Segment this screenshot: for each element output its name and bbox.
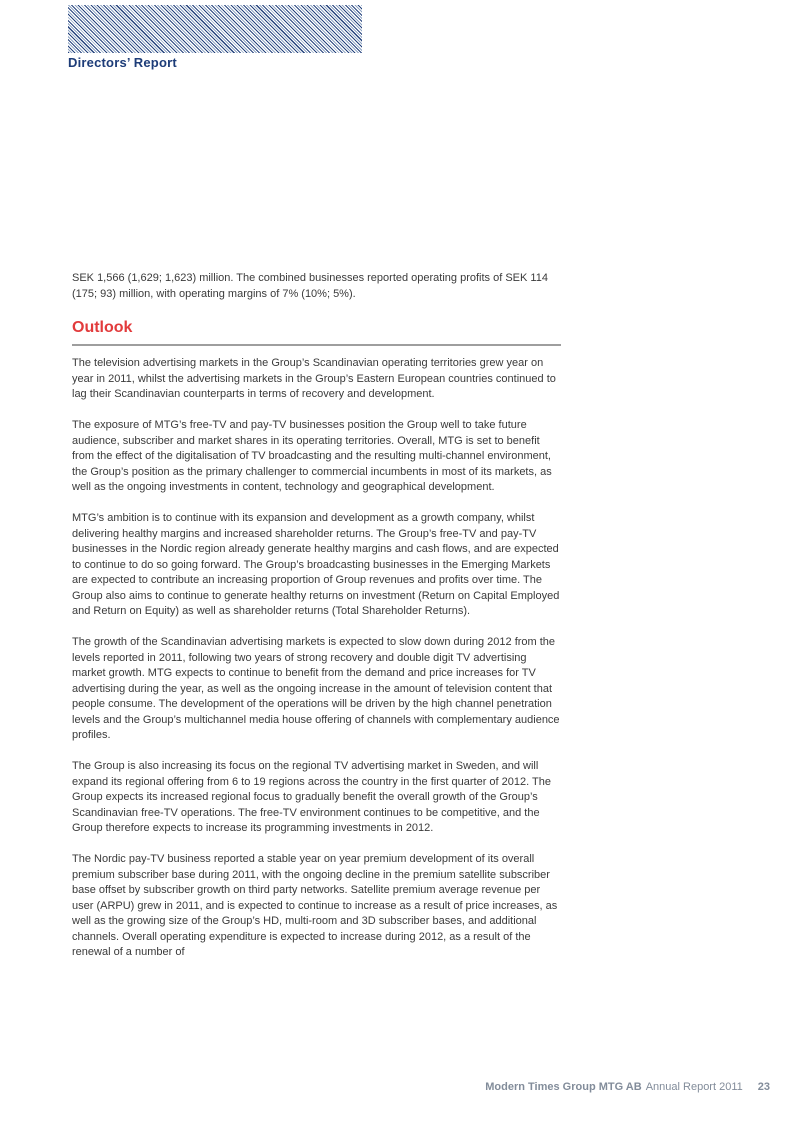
intro-paragraph: SEK 1,566 (1,629; 1,623) million. The combined businesses reported operating profits of SEK 114 (175; 93) million, with operating margins of 7% (10%; 5%). — [72, 272, 548, 300]
footer-report-title: Annual Report 2011 — [645, 1081, 743, 1093]
section-divider — [72, 344, 561, 346]
body-paragraph: The Group is also increasing its focus on the regional TV advertising market in Sweden, and will expand its regional offering from 6 to 19 regions across the country in the first quarter of 2012. The Group expects its increased regional focus to gradually benefit the overall growth of the Group’s Scandinavian free-TV operations. The free-TV environment continues to be competitive, and the Group therefore expects to increase its programming investments in 2012. — [72, 760, 551, 834]
section-label: Directors’ Report — [68, 55, 177, 70]
diagonal-hatch-banner — [68, 5, 362, 53]
outlook-heading: Outlook — [72, 319, 133, 336]
footer-page-number: 23 — [757, 1081, 770, 1093]
body-paragraph: MTG’s ambition is to continue with its expansion and development as a growth company, whilst delivering healthy margins and increased shareholder returns. The Group’s free-TV and pay-TV businesses in the Nordic region already generate healthy margins and cash flows, and are expected to continue to do so going forward. The Group’s broadcasting businesses in the Emerging Markets are expected to contribute an increasing proportion of Group revenues and profits over time. The Group also aims to continue to generate healthy returns on investment (Return on Capital Employed and Return on Equity) as well as shareholder returns (Total Shareholder Returns). — [72, 512, 560, 617]
body-paragraph: The television advertising markets in the Group’s Scandinavian operating territories grew year on year in 2011, whilst the advertising markets in the Group’s Eastern European countries continued to lag their Scandinavian counterparts in terms of recovery and development. — [72, 357, 556, 400]
body-paragraph: The Nordic pay-TV business reported a stable year on year premium development of its overall premium subscriber base during 2011, with the ongoing decline in the premium satellite subscriber base offset by subscriber growth on third party networks. Satellite premium average revenue per user (ARPU) grew in 2011, and is expected to continue to increase as a result of price increases, as well as the growing size of the Group’s HD, multi-room and 3D subscriber bases, and additional channels. Overall operating expenditure is expected to increase during 2012, as a result of the renewal of a number of — [72, 853, 558, 958]
main-text-column — [72, 271, 561, 961]
body-paragraph: The exposure of MTG’s free-TV and pay-TV businesses position the Group well to take future audience, subscriber and market shares in its operating territories. Overall, MTG is set to benefit from the effect of the digitalisation of TV broadcasting and the resulting multi-channel environment, the Group’s position as the primary challenger to commercial incumbents in most of its markets, as well as the ongoing investments in content, technology and geographical development. — [72, 419, 552, 493]
body-paragraph: The growth of the Scandinavian advertising markets is expected to slow down during 2012 from the levels reported in 2011, following two years of strong recovery and double digit TV advertising market growth. MTG expects to continue to benefit from the demand and price increases for TV advertising during the year, as well as the ongoing increase in the amount of television content that people consume. The development of the operations will be driven by the high channel penetration levels and the Group’s multichannel media house offering of channels with complementary audience profiles. — [72, 636, 560, 741]
footer-company-name: Modern Times Group MTG AB — [485, 1081, 642, 1093]
page-footer — [485, 1081, 770, 1093]
